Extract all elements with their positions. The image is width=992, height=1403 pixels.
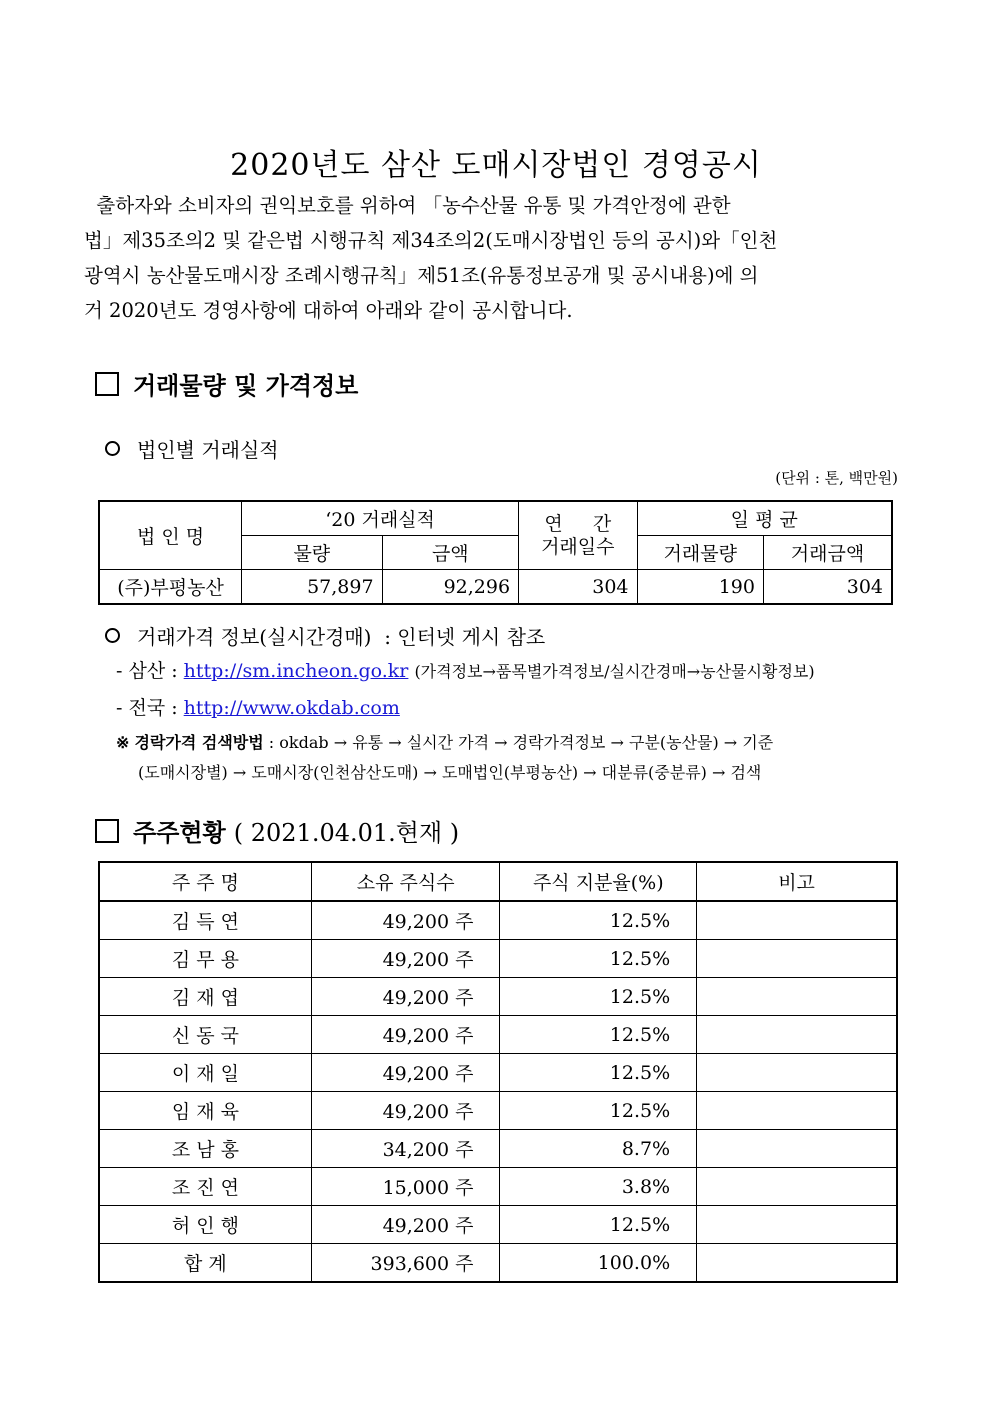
cell-total-shares: 393,600 주	[311, 1244, 500, 1283]
cell-shares: 15,000 주	[311, 1168, 500, 1206]
section-heading-date: ( 2021.04.01.현재 )	[233, 819, 460, 847]
cell-shares: 34,200 주	[311, 1130, 500, 1168]
link-prefix: - 삼산 :	[116, 660, 184, 682]
note-label: 경락가격 검색방법	[134, 733, 264, 752]
table-header-row	[99, 862, 897, 901]
section-heading-label: 주주현황	[133, 818, 226, 847]
header-annual-days	[519, 501, 637, 570]
subheading-label: 법인별 거래실적	[137, 438, 279, 462]
cell-ratio: 12.5%	[500, 978, 697, 1016]
cell-shares: 49,200 주	[311, 940, 500, 978]
cell-remarks	[697, 1054, 897, 1092]
section-heading-label: 거래물량 및 가격정보	[133, 371, 359, 400]
cell-quantity: 57,897	[242, 570, 383, 605]
header-shareholder-name: 주 주 명	[99, 862, 311, 901]
cell-ratio: 3.8%	[500, 1168, 697, 1206]
cell-name: 허 인 행	[99, 1206, 311, 1244]
circle-bullet-icon	[105, 628, 120, 643]
cell-corp-name: (주)부평농산	[99, 570, 242, 605]
intro-line: 법」제35조의2 및 같은법 시행규칙 제34조의2(도매시장법인 등의 공시)와「인천	[84, 229, 778, 252]
cell-remarks	[697, 1168, 897, 1206]
samsan-path: (가격정보→품목별가격정보/실시간경매→농산물시황정보)	[414, 662, 815, 681]
table-row	[99, 940, 897, 978]
table-row	[99, 1092, 897, 1130]
cell-shares: 49,200 주	[311, 978, 500, 1016]
cell-total-ratio: 100.0%	[500, 1244, 697, 1283]
trade-performance-table	[98, 500, 893, 605]
cell-name: 김 득 연	[99, 901, 311, 940]
unit-note: (단위 : 톤, 백만원)	[775, 469, 898, 487]
section-heading-trade	[95, 366, 358, 401]
note-line	[116, 728, 906, 758]
shareholder-table	[98, 861, 898, 1283]
cell-remarks	[697, 1016, 897, 1054]
cell-name: 임 재 육	[99, 1092, 311, 1130]
cell-remarks	[697, 1092, 897, 1130]
cell-remarks	[697, 940, 897, 978]
intro-line: 거 2020년도 경영사항에 대하여 아래와 같이 공시합니다.	[84, 299, 573, 322]
header-share-ratio: 주식 지분율(%)	[500, 862, 697, 901]
cell-ratio: 12.5%	[500, 1092, 697, 1130]
table-row	[99, 1130, 897, 1168]
cell-name: 이 재 일	[99, 1054, 311, 1092]
table-row	[99, 1206, 897, 1244]
national-link[interactable]: http://www.okdab.com	[183, 697, 400, 719]
cell-ratio: 12.5%	[500, 1054, 697, 1092]
cell-avg-amount: 304	[763, 570, 892, 605]
link-prefix: - 전국 :	[116, 697, 184, 719]
cell-name: 조 진 연	[99, 1168, 311, 1206]
subheading-price-info	[105, 621, 545, 650]
cell-avg-quantity: 190	[637, 570, 763, 605]
section-heading-shareholders	[95, 813, 459, 848]
shareholder-rows	[99, 901, 897, 1282]
cell-shares: 49,200 주	[311, 1016, 500, 1054]
circle-bullet-icon	[105, 441, 120, 456]
cell-remarks	[697, 901, 897, 940]
table-row	[99, 1016, 897, 1054]
header-avg-quantity: 거래물량	[637, 536, 763, 570]
header-corp-name: 법 인 명	[99, 501, 242, 570]
cell-ratio: 12.5%	[500, 901, 697, 940]
subheading-corp-performance	[105, 434, 279, 463]
intro-paragraph	[84, 188, 902, 328]
search-method-note	[116, 728, 906, 788]
checkbox-square-icon	[95, 372, 119, 396]
cell-ratio: 12.5%	[500, 1016, 697, 1054]
page-title: 2020년도 삼산 도매시장법인 경영공시	[230, 148, 762, 183]
samsan-link[interactable]: http://sm.incheon.go.kr	[183, 660, 409, 682]
header-annual-days-line2: 거래일수	[541, 535, 615, 558]
cell-name: 신 동 국	[99, 1016, 311, 1054]
table-row	[99, 1168, 897, 1206]
cell-shares: 49,200 주	[311, 1054, 500, 1092]
note-mark: ※	[116, 733, 130, 752]
header-2020-performance: ‘20 거래실적	[242, 501, 519, 536]
intro-line: 출하자와 소비자의 권익보호를 위하여 「농수산물 유통 및 가격안정에 관한	[84, 194, 731, 217]
cell-ratio: 12.5%	[500, 1206, 697, 1244]
cell-remarks	[697, 978, 897, 1016]
header-shares-owned: 소유 주식수	[311, 862, 500, 901]
cell-name: 조 남 홍	[99, 1130, 311, 1168]
subheading-label: 거래가격 정보(실시간경매) : 인터넷 게시 참조	[137, 625, 546, 649]
table-row	[99, 978, 897, 1016]
note-line: (도매시장별) → 도매시장(인천삼산도매) → 도매법인(부평농산) → 대분류(중분류) → 검색	[138, 763, 762, 782]
cell-total-remarks	[697, 1244, 897, 1283]
intro-line: 광역시 농산물도매시장 조례시행규칙」제51조(유통정보공개 및 공시내용)에 의	[84, 264, 759, 287]
cell-remarks	[697, 1130, 897, 1168]
link-line-samsan	[116, 656, 815, 683]
note-text: : okdab → 유통 → 실시간 가격 → 경락가격정보 → 구분(농산물) → 기준	[263, 733, 774, 752]
header-remarks: 비고	[697, 862, 897, 901]
cell-total-label: 합 계	[99, 1244, 311, 1283]
checkbox-square-icon	[95, 819, 119, 843]
cell-name: 김 무 용	[99, 940, 311, 978]
header-amount: 금액	[382, 536, 519, 570]
header-daily-average: 일 평 균	[637, 501, 892, 536]
cell-ratio: 12.5%	[500, 940, 697, 978]
header-quantity: 물량	[242, 536, 383, 570]
table-total-row	[99, 1244, 897, 1283]
header-avg-amount: 거래금액	[763, 536, 892, 570]
link-line-national	[116, 693, 400, 720]
cell-shares: 49,200 주	[311, 901, 500, 940]
cell-amount: 92,296	[382, 570, 519, 605]
table-row	[99, 570, 892, 605]
cell-days: 304	[519, 570, 637, 605]
cell-shares: 49,200 주	[311, 1092, 500, 1130]
cell-remarks	[697, 1206, 897, 1244]
cell-ratio: 8.7%	[500, 1130, 697, 1168]
table-row	[99, 1054, 897, 1092]
cell-shares: 49,200 주	[311, 1206, 500, 1244]
table-row	[99, 901, 897, 940]
header-annual-days-line1: 연 간	[544, 512, 612, 535]
cell-name: 김 재 엽	[99, 978, 311, 1016]
